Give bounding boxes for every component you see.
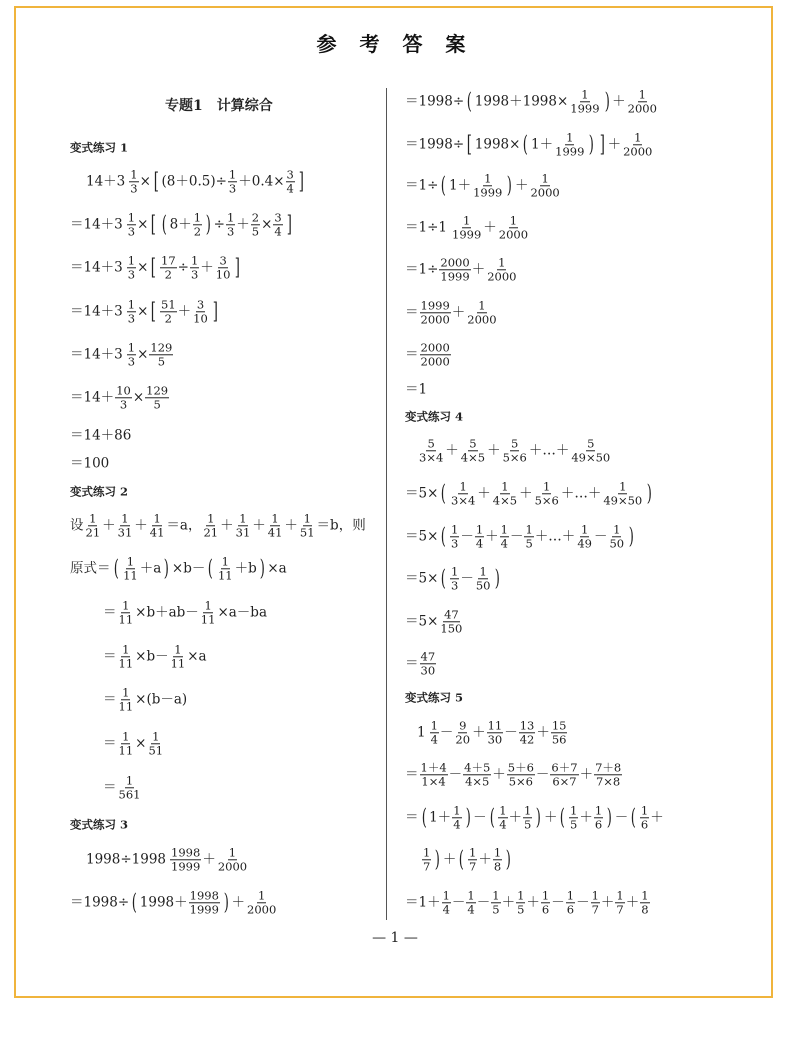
ex3-line-1: 1998÷1998 $\frac{1998}{1999}$ ＋ $\frac{1}{2000}$ — [86, 845, 248, 874]
page-number: — 1 — — [372, 930, 418, 946]
column-divider — [386, 88, 387, 920]
ex2-line-5: ＝ $\frac{1}{11}$ ×(b－a) — [103, 685, 188, 714]
ex1-line-7: ＝14＋86 — [70, 427, 132, 444]
exercise-2-heading: 变式练习 2 — [70, 484, 129, 499]
ex2-line-4: ＝ $\frac{1}{11}$ ×b－ $\frac{1}{11}$ ×a — [103, 642, 207, 671]
topic-title: 专题1 计算综合 — [165, 98, 273, 114]
exercise-1-heading: 变式练习 1 — [70, 140, 129, 155]
page-title: 参 考 答 案 — [316, 32, 474, 56]
ex3-cont-line-3: ＝1÷ ( 1＋ $\frac{1}{1999}$ ) ＋ $\frac{1}{2000}$ — [405, 171, 560, 200]
exercise-4-heading: 变式练习 4 — [405, 409, 464, 424]
ex4-line-1: $\frac{5}{3\times 4}$ ＋ $\frac{5}{4\times 5}$ ＋ $\frac{5}{5\times 6}$ ＋…＋ $\frac{5}{49\times 50}$ — [419, 436, 611, 465]
ex4-line-4: ＝5× ( $\frac{1}{3}$ － $\frac{1}{50}$ ) — [405, 564, 501, 593]
ex4-line-3: ＝5× ( $\frac{1}{3}$ － $\frac{1}{4}$ ＋ $\frac{1}{4}$ － $\frac{1}{5}$ ＋…＋ $\frac{1}{49}$ － $\frac{1}{50}$ ) — [405, 522, 634, 551]
ex3-cont-line-6: ＝ $\frac{1999}{2000}$ ＋ $\frac{1}{2000}$ — [405, 298, 497, 327]
ex3-cont-line-1: ＝1998÷ ( 1998＋1998× $\frac{1}{1999}$ ) ＋ $\frac{1}{2000}$ — [405, 87, 657, 116]
ex4-line-6: ＝ $\frac{47}{30}$ — [405, 649, 436, 678]
exercise-3-heading: 变式练习 3 — [70, 817, 129, 832]
ex2-line-7: ＝ $\frac{1}{561}$ — [103, 773, 141, 802]
ex1-line-1: 14＋3 $\frac{1}{3}$ × [ (8＋0.5)÷ $\frac{1}{3}$ ＋0.4× $\frac{3}{4}$ ] — [86, 167, 304, 196]
ex3-cont-line-8: ＝1 — [405, 381, 428, 398]
ex5-line-5: ＝1＋ $\frac{1}{4}$ － $\frac{1}{4}$ － $\frac{1}{5}$ ＋ $\frac{1}{5}$ ＋ $\frac{1}{6}$ － $\frac{1}{6}$ － $\frac{1}{7}$ ＋ $\frac{1}{7}$ ＋ $\frac{1}{8}$ — [405, 888, 649, 917]
ex1-line-2: ＝14＋3 $\frac{1}{3}$ × [ ( 8＋ $\frac{1}{2}$ ) ÷ $\frac{1}{3}$ ＋ $\frac{2}{5}$ × $\frac{3}{4}$ ] — [70, 210, 292, 239]
ex3-line-2: ＝1998÷ ( 1998＋ $\frac{1998}{1999}$ ) ＋ $\frac{1}{2000}$ — [70, 888, 277, 917]
ex2-line-3: ＝ $\frac{1}{11}$ ×b＋ab－ $\frac{1}{11}$ ×a－ba — [103, 598, 267, 627]
ex5-line-4: $\frac{1}{7}$ ) ＋ ( $\frac{1}{7}$ ＋ $\frac{1}{8}$ ) — [423, 845, 512, 874]
ex1-line-4: ＝14＋3 $\frac{1}{3}$ × [ $\frac{51}{2}$ ＋ $\frac{3}{10}$ ] — [70, 297, 218, 326]
ex2-line-6: ＝ $\frac{1}{11}$ × $\frac{1}{51}$ — [103, 729, 164, 758]
ex4-line-5: ＝5× $\frac{47}{150}$ — [405, 607, 463, 636]
ex1-line-8: ＝100 — [70, 455, 110, 472]
ex5-line-1: 1 $\frac{1}{4}$ － $\frac{9}{20}$ ＋ $\frac{11}{30}$ － $\frac{13}{42}$ ＋ $\frac{15}{56}$ — [417, 718, 567, 747]
exercise-5-heading: 变式练习 5 — [405, 690, 464, 705]
ex5-line-3: ＝ ( 1＋ $\frac{1}{4}$ ) － ( $\frac{1}{4}$ ＋ $\frac{1}{5}$ ) ＋ ( $\frac{1}{5}$ ＋ $\frac{1}{6}$ ) － ( $\frac{1}{6}$ ＋ — [405, 803, 664, 832]
ex3-cont-line-2: ＝1998÷ [ 1998× ( 1＋ $\frac{1}{1999}$ ) ] ＋ $\frac{1}{2000}$ — [405, 130, 653, 159]
ex5-line-2: ＝ $\frac{1+4}{1\times 4}$ － $\frac{4+5}{4\times 5}$ ＋ $\frac{5+6}{5\times 6}$ － $\frac{6+7}{6\times 7}$ ＋ $\frac{7+8}{7\times 8}$ — [405, 760, 622, 789]
ex2-line-1: 设 $\frac{1}{21}$ ＋ $\frac{1}{31}$ ＋ $\frac{1}{41}$ ＝a， $\frac{1}{21}$ ＋ $\frac{1}{31}$ ＋ $\frac{1}{41}$ ＋ $\frac{1}{51}$ ＝b，则 — [70, 511, 366, 540]
ex3-cont-line-4: ＝1÷1 $\frac{1}{1999}$ ＋ $\frac{1}{2000}$ — [405, 213, 529, 242]
ex3-cont-line-7: ＝ $\frac{2000}{2000}$ — [405, 340, 450, 369]
ex2-line-2: 原式＝ ( $\frac{1}{11}$ ＋a ) ×b－ ( $\frac{1}{11}$ ＋b ) ×a — [70, 554, 287, 583]
ex1-line-6: ＝14＋ $\frac{10}{3}$ × $\frac{129}{5}$ — [70, 383, 169, 412]
ex4-line-2: ＝5× ( $\frac{1}{3\times 4}$ ＋ $\frac{1}{4\times 5}$ ＋ $\frac{1}{5\times 6}$ ＋…＋ $\frac{1}{49\times 50}$ ) — [405, 479, 653, 508]
ex1-line-3: ＝14＋3 $\frac{1}{3}$ × [ $\frac{17}{2}$ ÷ $\frac{1}{3}$ ＋ $\frac{3}{10}$ ] — [70, 253, 241, 282]
ex3-cont-line-5: ＝1÷ $\frac{2000}{1999}$ ＋ $\frac{1}{2000}$ — [405, 255, 517, 284]
ex1-line-5: ＝14＋3 $\frac{1}{3}$ × $\frac{129}{5}$ — [70, 340, 173, 369]
